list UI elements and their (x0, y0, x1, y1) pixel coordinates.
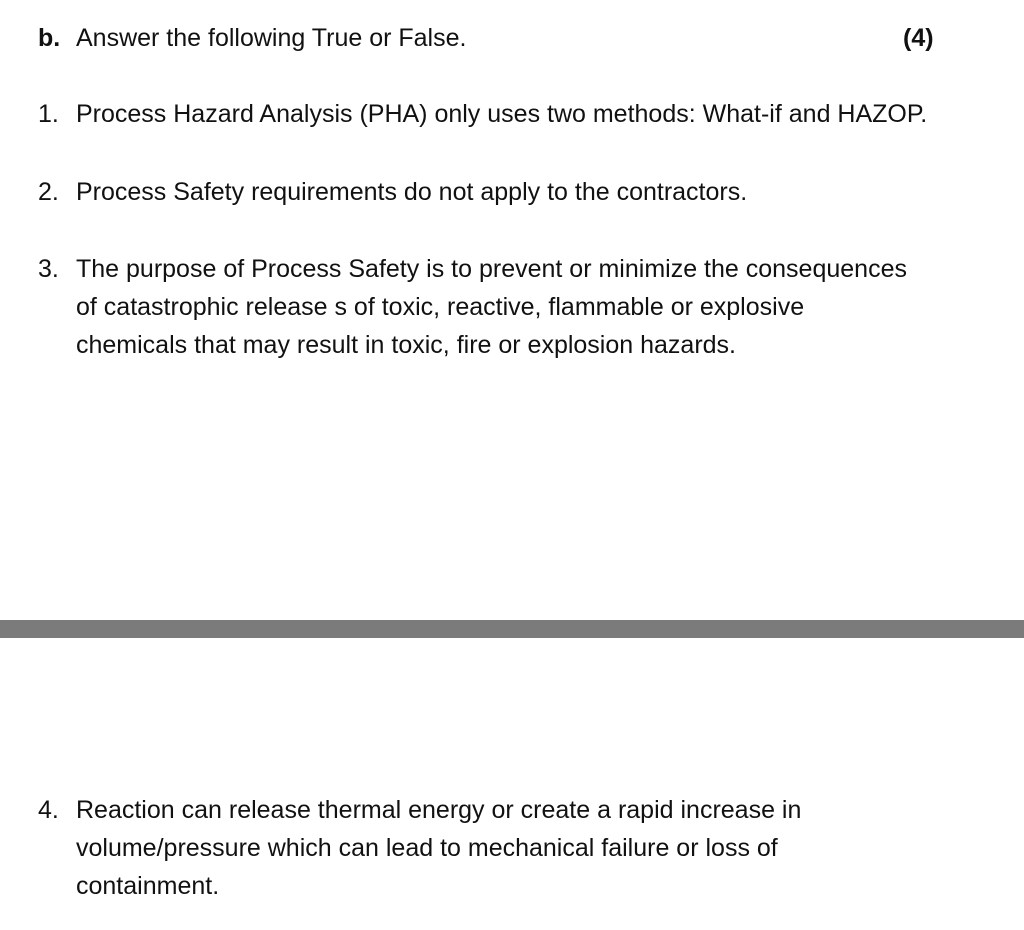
question-text-line: The purpose of Process Safety is to prevent or minimize the consequences (76, 255, 907, 283)
marks-label: (4) (903, 24, 934, 52)
question-text-line: volume/pressure which can lead to mechanical failure or loss of (76, 834, 778, 862)
question-text-line: containment. (76, 872, 220, 900)
question-number: 1. (38, 100, 59, 128)
question-text-line: Reaction can release thermal energy or create a rapid increase in (76, 796, 802, 824)
question-text-line: chemicals that may result in toxic, fire or explosion hazards. (76, 331, 736, 359)
question-number: 2. (38, 178, 59, 206)
page-divider (0, 620, 1024, 638)
question-text-line: Process Safety requirements do not apply to the contractors. (76, 178, 748, 206)
question-number: 3. (38, 255, 59, 283)
section-instruction: Answer the following True or False. (76, 24, 467, 52)
section-label: b. (38, 24, 61, 52)
question-text-line: of catastrophic release s of toxic, reactive, flammable or explosive (76, 293, 805, 321)
question-text-line: Process Hazard Analysis (PHA) only uses two methods: What-if and HAZOP. (76, 100, 928, 128)
question-number: 4. (38, 796, 59, 824)
